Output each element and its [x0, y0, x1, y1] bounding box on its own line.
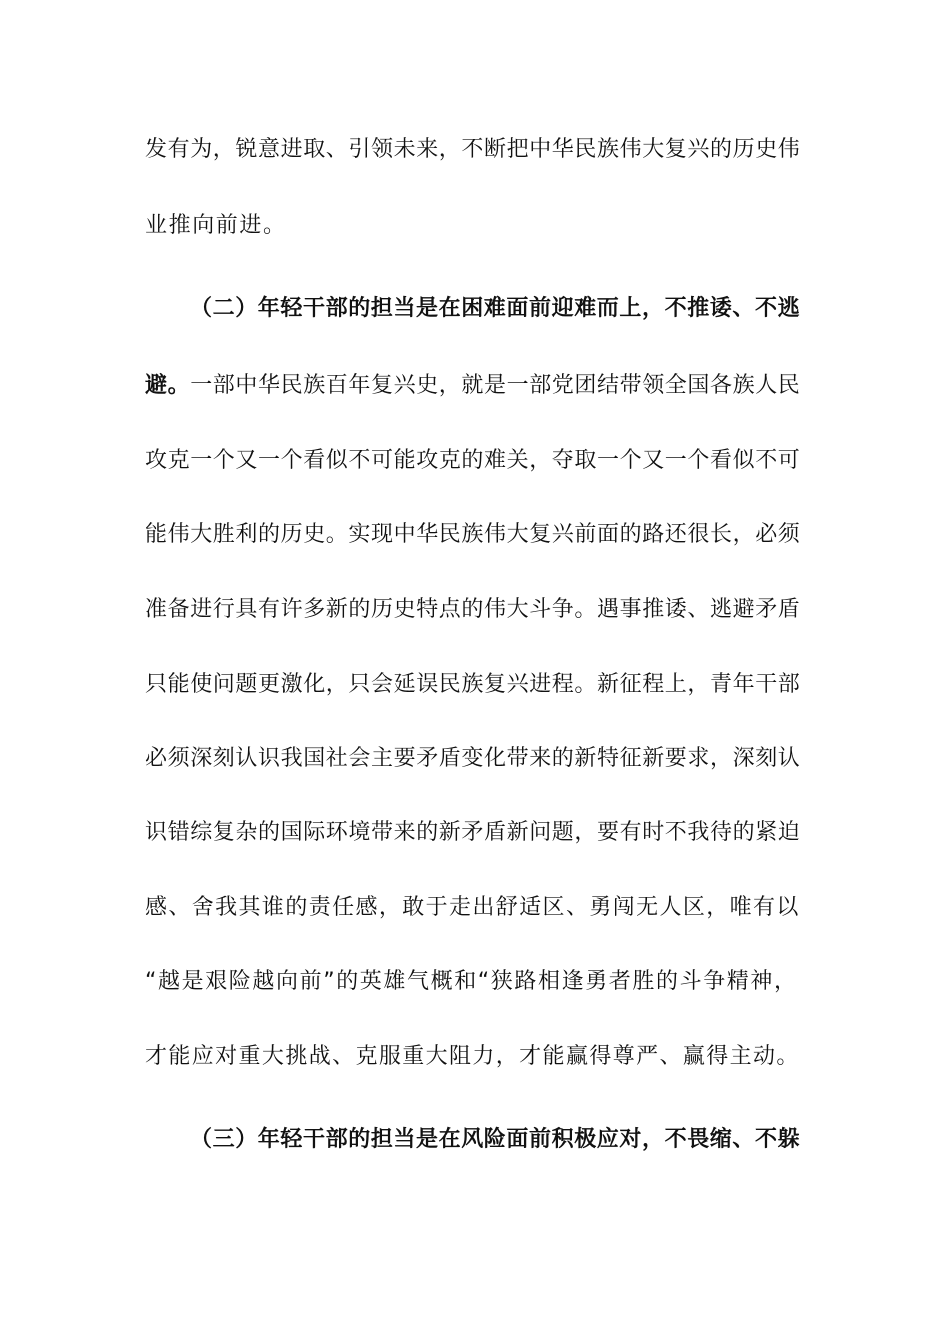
section-heading-2-end: 避。 [145, 373, 191, 398]
body-line-12: 才能应对重大挑战、克服重大阻力，才能赢得尊严、赢得主动。 [145, 1044, 800, 1069]
body-line-5: 能伟大胜利的历史。实现中华民族伟大复兴前面的路还很长，必须 [145, 522, 801, 547]
body-line-3 [145, 371, 800, 401]
body-line-1: 发有为，锐意进取、引领未来，不断把中华民族伟大复兴的历史伟 [145, 137, 801, 162]
section-heading-3: （三）年轻干部的担当是在风险面前积极应对，不畏缩、不躲 [190, 1127, 801, 1152]
body-line-2: 业推向前进。 [145, 213, 287, 238]
body-line-11: “越是艰险越向前”的英雄气概和“狭路相逢勇者胜的斗争精神， [145, 969, 798, 994]
body-line-9: 识错综复杂的国际环境带来的新矛盾新问题，要有时不我待的紧迫 [145, 820, 801, 845]
body-line-7: 只能使问题更激化，只会延误民族复兴进程。新征程上，青年干部 [145, 672, 801, 697]
body-line-8: 必须深刻认识我国社会主要矛盾变化带来的新特征新要求，深刻认 [145, 746, 801, 771]
body-line-3-text: 一部中华民族百年复兴史，就是一部党团结带领全国各族人民 [190, 373, 801, 398]
body-line-6: 准备进行具有许多新的历史特点的伟大斗争。遇事推诿、逃避矛盾 [145, 597, 801, 622]
section-heading-2: （二）年轻干部的担当是在困难面前迎难而上，不推诿、不逃 [190, 296, 801, 321]
body-line-4: 攻克一个又一个看似不可能攻克的难关，夺取一个又一个看似不可 [145, 448, 801, 473]
body-line-10: 感、舍我其谁的责任感，敢于走出舒适区、勇闯无人区，唯有以 [145, 895, 800, 920]
